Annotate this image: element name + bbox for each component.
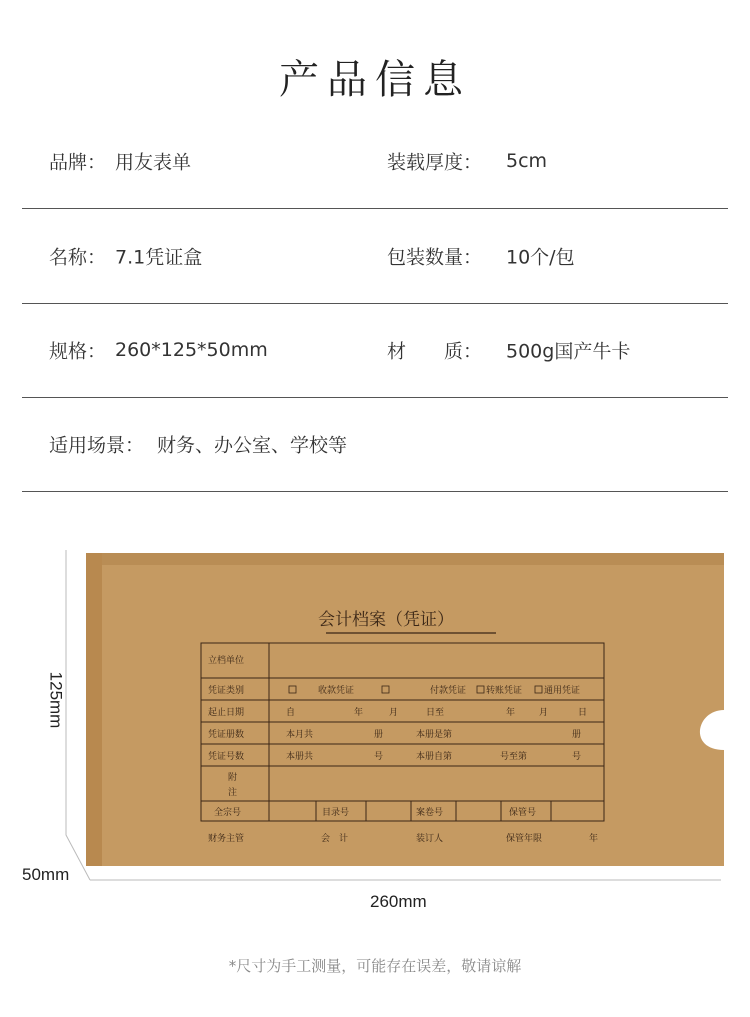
box-heading: 会计档案（凭证） (318, 610, 454, 630)
material-key: 材 质： (387, 340, 483, 363)
svg-text:月: 月 (389, 708, 399, 718)
usage-key: 适用场景： (49, 434, 145, 457)
svg-text:年: 年 (354, 708, 364, 718)
svg-text:本册是第: 本册是第 (416, 730, 453, 740)
thickness-value: 5cm (506, 150, 548, 172)
thickness-key: 装载厚度： (387, 151, 483, 174)
svg-text:目录号: 目录号 (322, 808, 350, 818)
page-title: 产品信息 (279, 57, 471, 103)
svg-text:册: 册 (374, 730, 384, 740)
name-value: 7.1凭证盒 (115, 246, 203, 269)
size-key: 规格： (49, 340, 107, 363)
spec-row-4 (22, 397, 728, 492)
form-numbers: 凭证号数 (208, 752, 245, 762)
width-dimension: 260mm (370, 892, 427, 911)
form-dates: 起止日期 (208, 708, 245, 718)
svg-text:全宗号: 全宗号 (214, 808, 242, 818)
form-type: 凭证类别 (208, 686, 245, 696)
svg-text:日至: 日至 (426, 708, 445, 718)
svg-text:年: 年 (506, 708, 516, 718)
svg-text:装订人: 装订人 (416, 834, 444, 844)
svg-text:案卷号: 案卷号 (416, 808, 444, 818)
svg-text:号: 号 (374, 752, 384, 762)
svg-text:保管号: 保管号 (509, 808, 537, 818)
svg-text:财务主管: 财务主管 (208, 834, 245, 844)
name-key: 名称： (49, 246, 107, 269)
measurement-note: *尺寸为手工测量，可能存在误差，敬请谅解 (228, 957, 522, 975)
spec-row-2 (22, 209, 728, 304)
form-type-opt-2: 付款凭证 (430, 686, 467, 696)
size-value: 260*125*50mm (115, 339, 268, 361)
form-books: 凭证册数 (208, 730, 245, 740)
svg-text:号至第: 号至第 (500, 752, 528, 762)
svg-text:自: 自 (286, 708, 296, 718)
quantity-value: 10个/包 (506, 246, 575, 269)
svg-text:月: 月 (539, 708, 549, 718)
form-unit: 立档单位 (208, 656, 245, 666)
form-type-opt-3: 转账凭证 (486, 686, 523, 696)
depth-dimension: 50mm (22, 865, 70, 884)
voucher-box-image (56, 545, 736, 890)
spec-row-3 (22, 303, 728, 398)
brand-key: 品牌： (49, 151, 107, 174)
spec-row-1 (22, 114, 728, 209)
material-value: 500g国产牛卡 (506, 340, 631, 363)
svg-text:年: 年 (589, 834, 599, 844)
svg-text:注: 注 (228, 788, 238, 798)
svg-text:日: 日 (578, 708, 588, 718)
svg-text:本册共: 本册共 (286, 752, 314, 762)
form-type-opt-1: 收款凭证 (318, 686, 355, 696)
height-dimension: 125mm (46, 671, 66, 729)
svg-text:保管年限: 保管年限 (506, 834, 543, 844)
svg-text:本月共: 本月共 (286, 730, 314, 740)
usage-value: 财务、办公室、学校等 (157, 434, 348, 457)
svg-text:本册自第: 本册自第 (416, 752, 453, 762)
form-type-opt-4: 通用凭证 (544, 686, 581, 696)
svg-text:号: 号 (572, 752, 582, 762)
brand-value: 用友表单 (115, 151, 192, 174)
svg-text:册: 册 (572, 730, 582, 740)
svg-text:会 计: 会 计 (321, 834, 349, 844)
svg-text:附: 附 (228, 773, 238, 783)
quantity-key: 包装数量： (387, 246, 483, 269)
